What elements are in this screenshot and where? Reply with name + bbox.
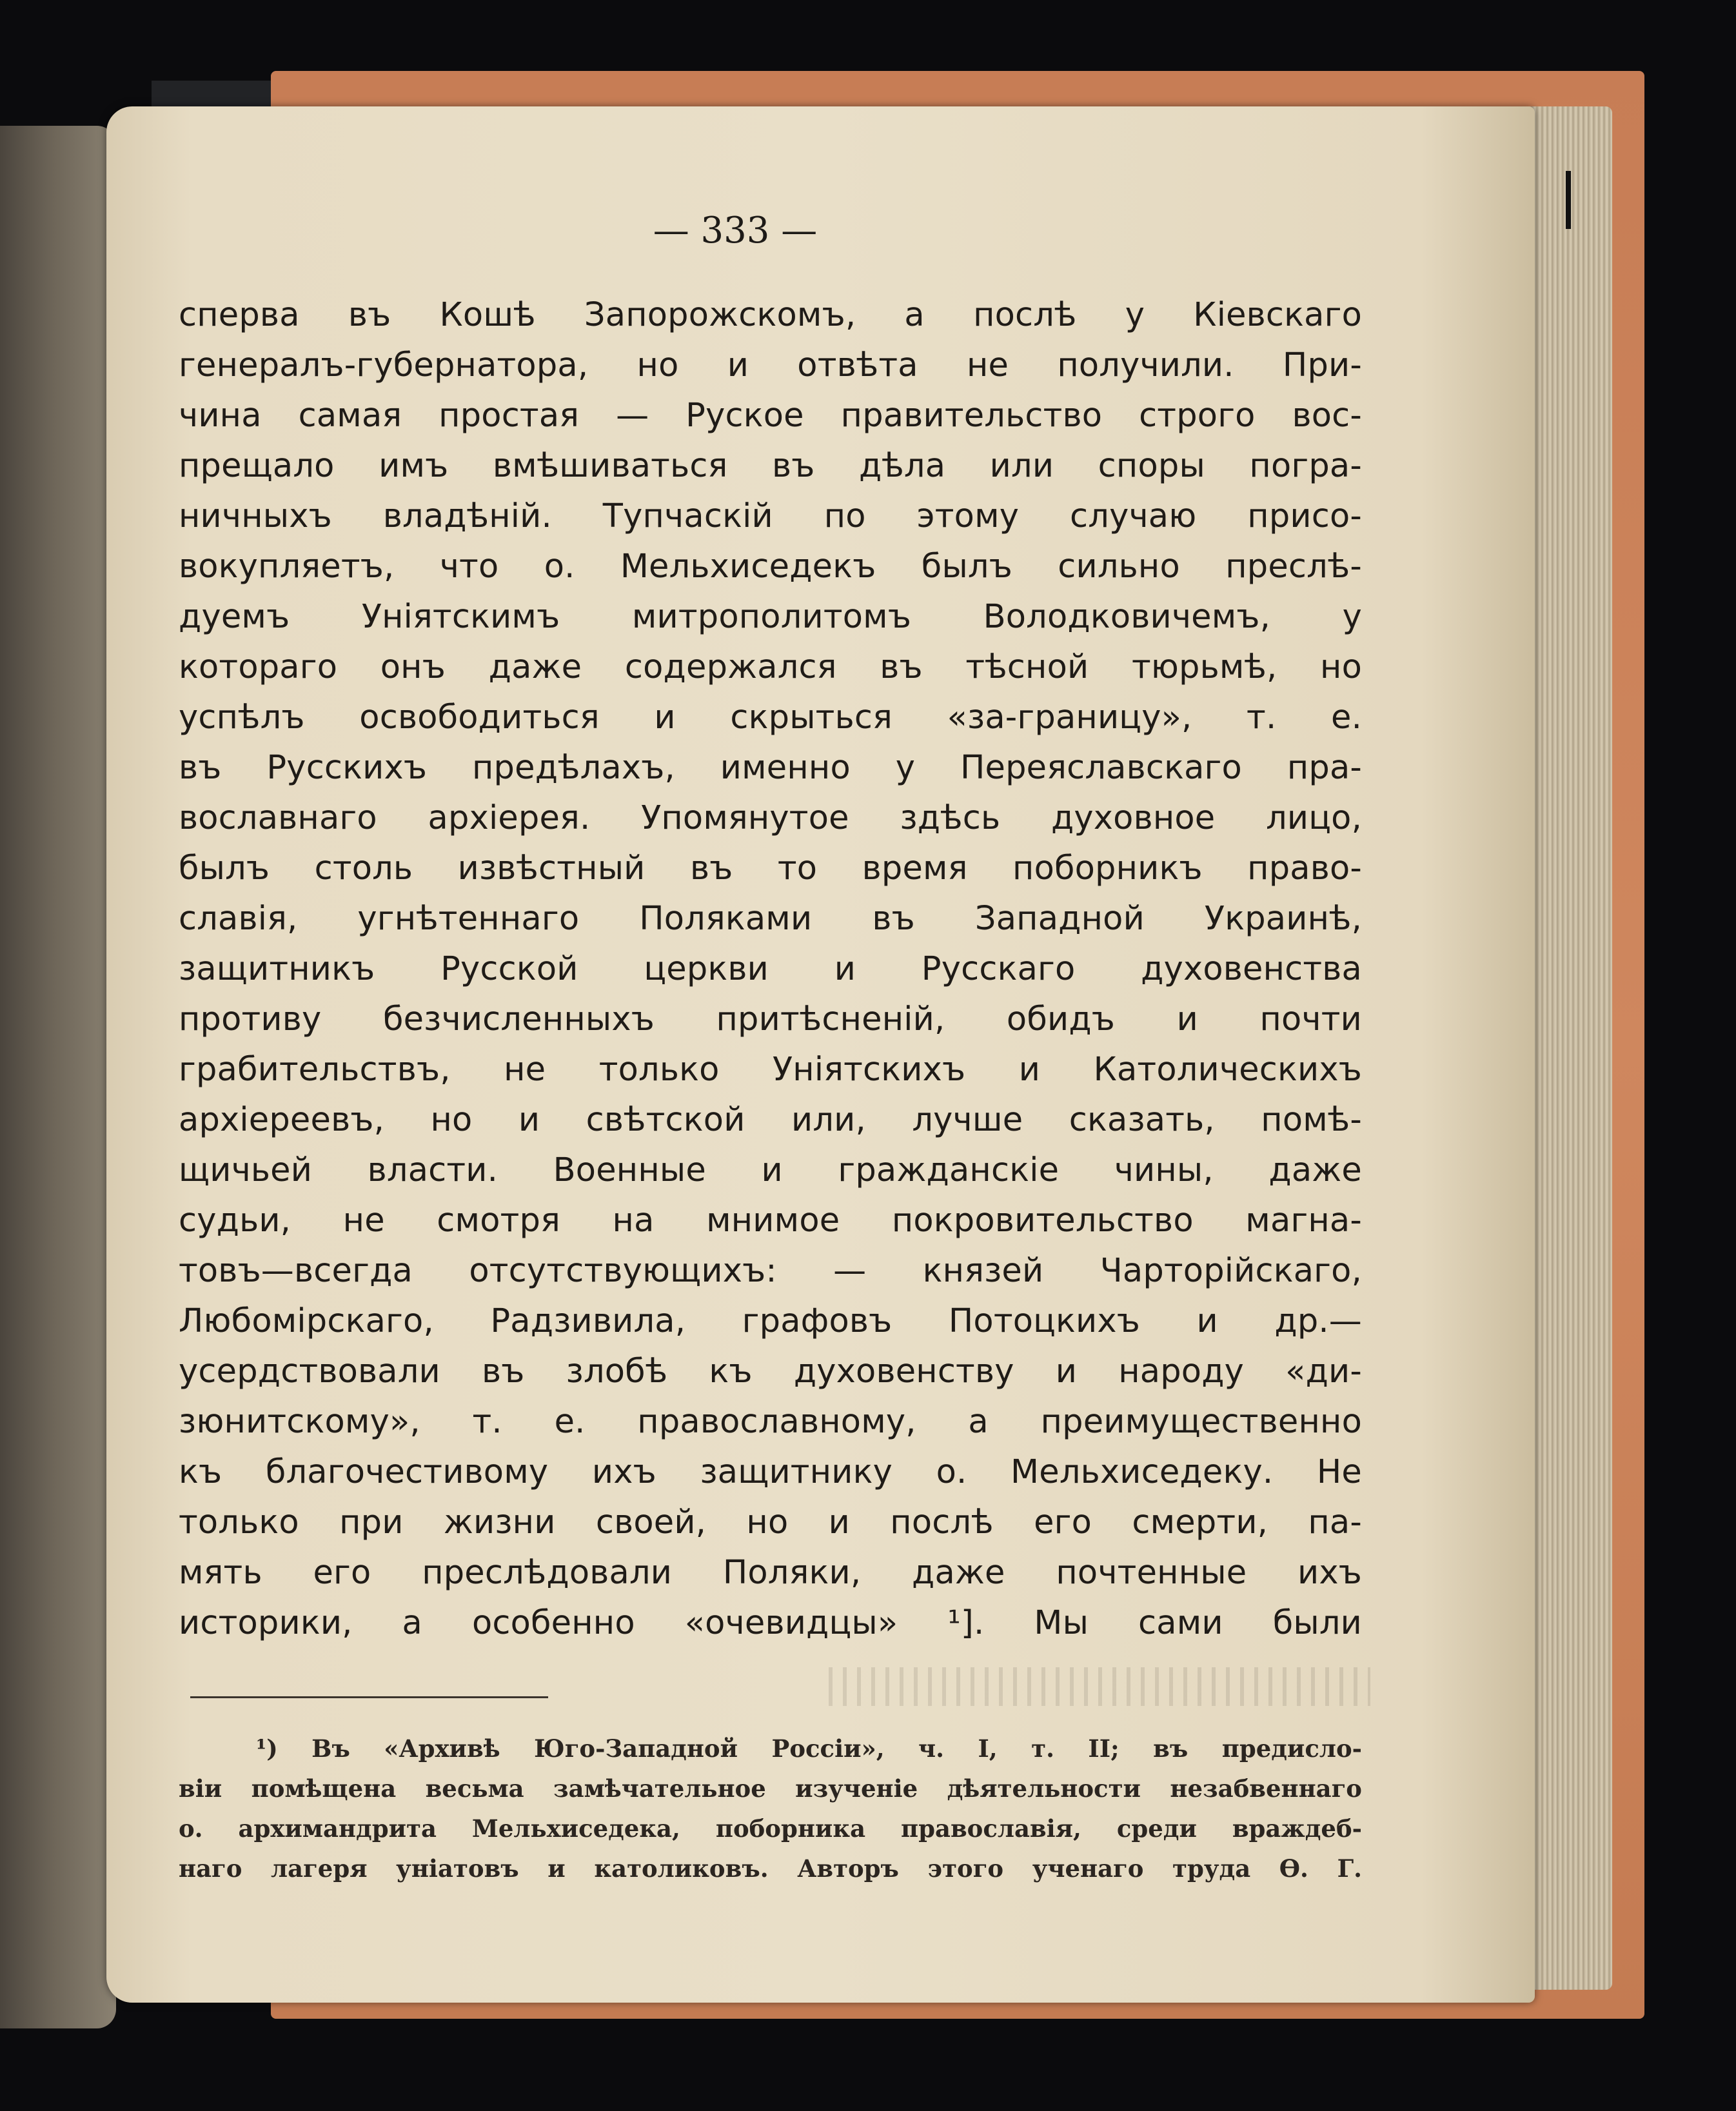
body-line: только при жизни своей, но и послѣ его смерти, па- xyxy=(179,1503,1362,1541)
body-line: архіереевъ, но и свѣтской или, лучше сказать, помѣ- xyxy=(179,1101,1362,1139)
footnote-rule xyxy=(190,1696,548,1698)
page-number: — 333 — xyxy=(653,210,818,252)
body-line: зюнитскому», т. е. православному, а преимущественно xyxy=(179,1403,1362,1441)
show-through-text xyxy=(829,1667,1370,1706)
body-line: противу безчисленныхъ притѣсненій, обидъ и почти xyxy=(179,1000,1362,1038)
body-line: вославнаго архіерея. Упомянутое здѣсь духовное лицо, xyxy=(179,799,1362,837)
body-line: сперва въ Кошѣ Запорожскомъ, а послѣ у Кіевскаго xyxy=(179,296,1362,334)
body-line: чина самая простая — Руское правительство строго вос- xyxy=(179,397,1362,435)
footnote-line: о. архимандрита Мельхиседека, поборника православія, среди враждеб- xyxy=(179,1814,1362,1843)
body-line: вокупляетъ, что о. Мельхиседекъ былъ сильно преслѣ- xyxy=(179,548,1362,586)
body-line: успѣлъ освободиться и скрыться «за-границу», т. е. xyxy=(179,699,1362,737)
body-line: дуемъ Уніятскимъ митрополитомъ Володковичемъ, у xyxy=(179,598,1362,636)
body-text xyxy=(179,290,1362,1649)
body-line: Любомірскаго, Радзивила, графовъ Потоцкихъ и др.— xyxy=(179,1302,1362,1340)
body-line: къ благочестивому ихъ защитнику о. Мельхиседеку. Не xyxy=(179,1453,1362,1491)
footnote xyxy=(179,1729,1362,1888)
book-page xyxy=(106,106,1535,2003)
body-line: щичьей власти. Военные и гражданскіе чины, даже xyxy=(179,1151,1362,1189)
body-line: въ Русскихъ предѣлахъ, именно у Переяславскаго пра- xyxy=(179,749,1362,787)
body-line: котораго онъ даже содержался въ тѣсной тюрьмѣ, но xyxy=(179,648,1362,686)
body-line: историки, а особенно «очевидцы» ¹]. Мы сами были xyxy=(179,1604,1362,1642)
body-line: товъ—всегда отсутствующихъ: — князей Чарторійскаго, xyxy=(179,1252,1362,1290)
left-page-edge xyxy=(0,126,116,2028)
body-line: былъ столь извѣстный въ то время поборникъ право- xyxy=(179,849,1362,887)
footnote-line: ¹) Въ «Архивѣ Юго-Западной Россіи», ч. I, т. II; въ предисло- xyxy=(256,1734,1362,1763)
body-line: прещало имъ вмѣшиваться въ дѣла или споры погра- xyxy=(179,447,1362,485)
footnote-line: наго лагеря уніатовъ и католиковъ. Авторъ этого ученаго труда Ѳ. Г. xyxy=(179,1854,1362,1883)
body-line: грабительствъ, не только Уніятскихъ и Католическихъ xyxy=(179,1051,1362,1089)
footnote-line: віи помѣщена весьма замѣчательное изученіе дѣятельности незабвеннаго xyxy=(179,1774,1362,1803)
edge-mark xyxy=(1566,171,1571,229)
body-line: ничныхъ владѣній. Тупчаскій по этому случаю присо- xyxy=(179,497,1362,535)
body-line: усердствовали въ злобѣ къ духовенству и народу «ди- xyxy=(179,1353,1362,1391)
body-line: мять его преслѣдовали Поляки, даже почтенные ихъ xyxy=(179,1554,1362,1592)
body-line: судьи, не смотря на мнимое покровительство магна- xyxy=(179,1202,1362,1240)
body-line: защитникъ Русской церкви и Русскаго духовенства xyxy=(179,950,1362,988)
body-line: генералъ-губернатора, но и отвѣта не получили. При- xyxy=(179,346,1362,384)
body-line: славія, угнѣтеннаго Поляками въ Западной Украинѣ, xyxy=(179,900,1362,938)
